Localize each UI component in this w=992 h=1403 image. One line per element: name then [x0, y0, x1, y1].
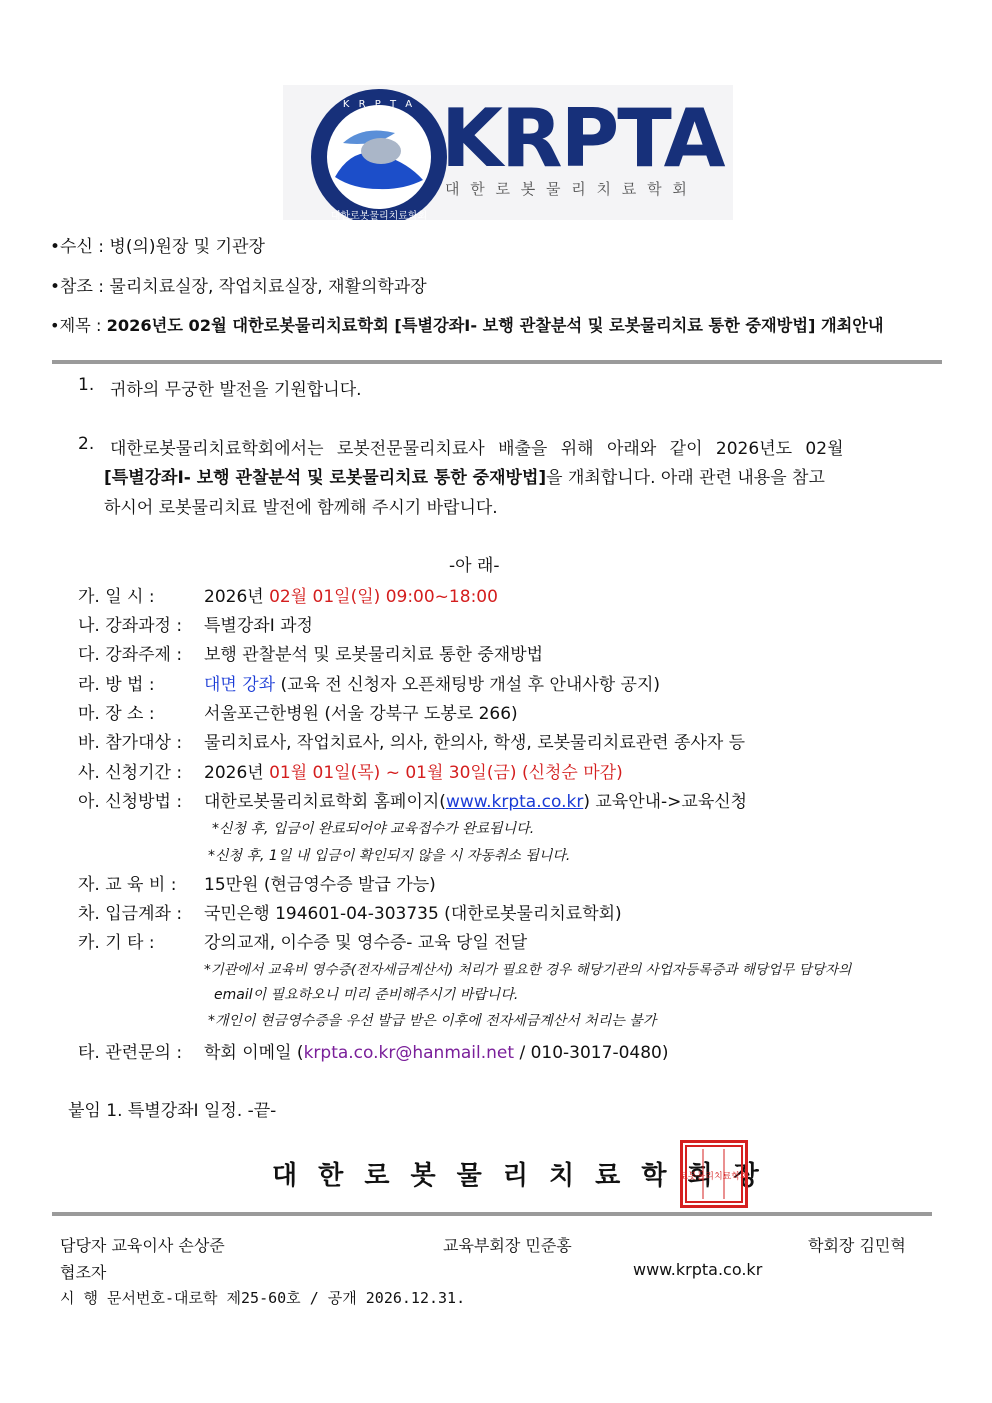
detail-course: 특별강좌I 과정 — [204, 616, 313, 636]
detail-place: 서울포근한병원 (서울 강북구 도봉로 266) — [204, 704, 518, 724]
official-seal — [680, 1140, 748, 1208]
period-note: (신청순 마감) — [521, 763, 623, 783]
detail-method — [204, 670, 660, 695]
recipient-row — [50, 232, 265, 257]
subject-value: 2026년도 02월 대한로봇물리치료학회 [특별강좌I- 보행 관찰분석 및 로봇물리치료 통한 중재방법] 개최안내 — [106, 316, 884, 335]
header-divider — [52, 360, 942, 364]
detail-topic-label: 다. 강좌주제 : — [78, 645, 183, 665]
detail-apply — [204, 787, 747, 812]
detail-target: 물리치료사, 작업치료사, 의사, 한의사, 학생, 로봇물리치료관련 종사자 등 — [204, 733, 746, 753]
homepage-link[interactable]: www.krpta.co.kr — [445, 792, 584, 812]
seal-text: 로봇물리치료학회 — [683, 1172, 745, 1182]
contact-pre: 학회 이메일 ( — [204, 1043, 304, 1063]
detail-place-label: 마. 장 소 : — [78, 704, 155, 724]
logo-ring-text: K R P T A — [342, 99, 416, 110]
contact-email[interactable]: krpta.co.kr@hanmail.net — [303, 1043, 515, 1063]
footer-president: 학회장 김민혁 — [808, 1236, 906, 1255]
detail-course-label: 나. 강좌과정 : — [78, 616, 183, 636]
item2-number: 2. — [78, 434, 95, 454]
signature: 대 한 로 봇 물 리 치 료 학 회 장 — [272, 1161, 765, 1191]
item2-line2-rest: 을 개최합니다. 아래 관련 내용을 참고 — [546, 468, 825, 488]
apply-pre: 대한로봇물리치료학회 홈페이지( — [204, 792, 446, 812]
logo-ring-bottom: 대한로봇물리치료학회 — [330, 211, 428, 220]
period-dates: 01월 01일(목) ~ 01월 30일(금) — [269, 763, 517, 783]
logo — [283, 85, 733, 220]
item2-line1: 대한로봇물리치료학회에서는 로봇전문물리치료사 배출을 위해 아래와 같이 2026년도 02월 — [110, 439, 844, 459]
etc-note-3: *개인이 현금영수증을 우선 발급 받은 이후에 전자세금계산서 처리는 불가 — [208, 1013, 657, 1029]
date-time: 02월 01일(일) 09:00~18:00 — [269, 587, 498, 607]
subject-row — [50, 312, 884, 336]
item1-text: 귀하의 무궁한 발전을 기원합니다. — [110, 380, 362, 400]
notice-heading: -아 래- — [449, 556, 500, 576]
reference-value: 물리치료실장, 작업치료실장, 재활의학과장 — [109, 277, 427, 297]
footer-divider — [52, 1212, 932, 1216]
detail-fee: 15만원 (현금영수증 발급 가능) — [204, 875, 436, 895]
detail-apply-label: 아. 신청방법 : — [78, 792, 183, 812]
detail-contact — [204, 1038, 668, 1063]
etc-note-2: email이 필요하오니 미리 준비해주시기 바랍니다. — [214, 987, 519, 1003]
date-year: 2026년 — [204, 587, 264, 607]
detail-period-label: 사. 신청기간 : — [78, 763, 183, 783]
detail-etc: 강의교재, 이수증 및 영수증- 교육 당일 전달 — [204, 933, 528, 953]
footer-doc-number: 시 행 문서번호-대로학 제25-60호 / 공개 2026.12.31. — [60, 1289, 466, 1307]
detail-date-label: 가. 일 시 : — [78, 587, 155, 607]
apply-note-2: *신청 후, 1일 내 입금이 확인되지 않을 시 자동취소 됩니다. — [208, 848, 571, 864]
footer-staff: 담당자 교육이사 손상준 — [60, 1236, 225, 1255]
seal-stamp-icon — [683, 1143, 745, 1205]
detail-date — [204, 582, 498, 607]
logo-wordmark: KRPTA — [441, 92, 724, 185]
detail-account-label: 차. 입금계좌 : — [78, 904, 183, 924]
logo-subtitle: 대 한 로 봇 물 리 치 료 학 회 — [445, 180, 690, 198]
item2-course-title: [특별강좌I- 보행 관찰분석 및 로봇물리치료 통한 중재방법] — [104, 468, 547, 488]
item2-line3: 하시어 로봇물리치료 발전에 함께해 주시기 바랍니다. — [104, 498, 498, 518]
contact-post: / 010-3017-0480) — [514, 1043, 669, 1063]
detail-target-label: 바. 참가대상 : — [78, 733, 183, 753]
recipient-label: •수신 : — [50, 237, 105, 257]
method-note: (교육 전 신청자 오픈채팅방 개설 후 안내사항 공지) — [280, 675, 661, 695]
subject-label: •제목 : — [50, 316, 102, 335]
detail-method-label: 라. 방 법 : — [78, 675, 155, 695]
method-type: 대면 강좌 — [204, 675, 276, 695]
apply-post: ) 교육안내->교육신청 — [583, 792, 748, 812]
apply-note-1: *신청 후, 입금이 완료되어야 교육접수가 완료됩니다. — [212, 821, 535, 837]
reference-label: •참조 : — [50, 277, 105, 297]
recipient-value: 병(의)원장 및 기관장 — [109, 237, 265, 257]
detail-contact-label: 타. 관련문의 : — [78, 1043, 183, 1063]
detail-period — [204, 758, 623, 783]
footer-website[interactable]: www.krpta.co.kr — [633, 1260, 763, 1279]
footer-cooperator: 협조자 — [60, 1263, 107, 1282]
period-year: 2026년 — [204, 763, 264, 783]
footer-vice-president: 교육부회장 민준홍 — [443, 1236, 572, 1255]
detail-account: 국민은행 194601-04-303735 (대한로봇물리치료학회) — [204, 904, 622, 924]
reference-row — [50, 272, 427, 297]
etc-note-1: *기관에서 교육비 영수증(전자세금계산서) 처리가 필요한 경우 해당기관의 사업자등록증과 해당업무 담당자의 — [204, 962, 852, 978]
detail-etc-label: 카. 기 타 : — [78, 933, 155, 953]
attachment-line: 붙임 1. 특별강좌I 일정. -끝- — [68, 1101, 277, 1121]
item1-number: 1. — [78, 375, 95, 395]
item2-line2 — [104, 463, 825, 488]
detail-topic: 보행 관찰분석 및 로봇물리치료 통한 중재방법 — [204, 645, 544, 665]
detail-fee-label: 자. 교 육 비 : — [78, 875, 177, 895]
